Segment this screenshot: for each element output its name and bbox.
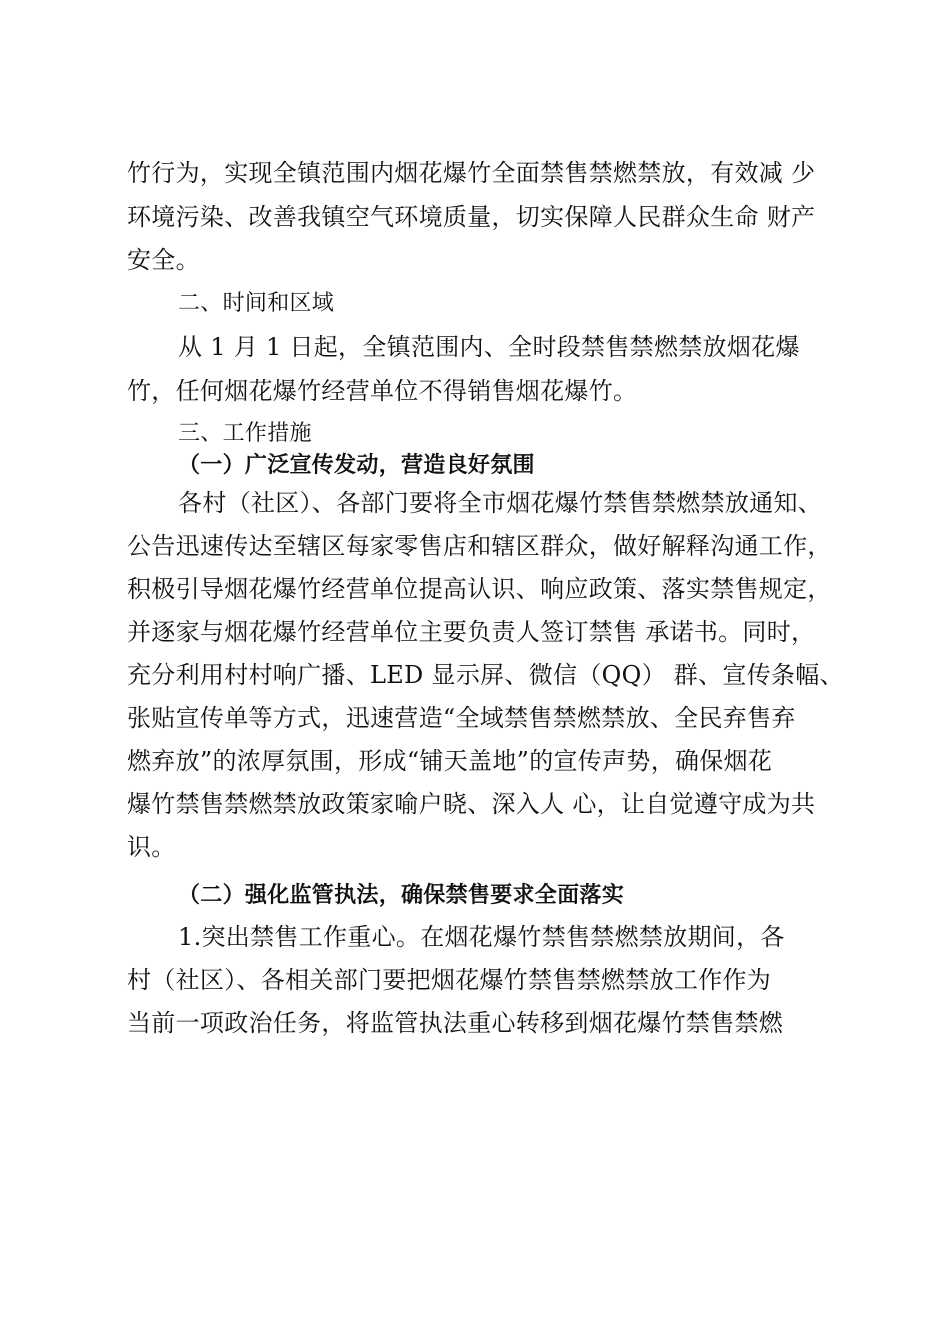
section-heading-measures: 三、工作措施 — [178, 421, 312, 446]
paragraph-line: 识。 — [127, 833, 176, 861]
section-heading-time-area: 二、时间和区域 — [178, 291, 335, 316]
paragraph-line: 各村（社区）、各部门要将全市烟花爆竹禁售禁燃禁放通知、 — [178, 489, 823, 517]
paragraph-line: 公告迅速传达至辖区每家零售店和辖区群众，做好解释沟通工作， — [127, 532, 832, 560]
paragraph-line: 竹行为，实现全镇范围内烟花爆竹全面禁售禁燃禁放，有效减 少 — [127, 159, 816, 187]
subsection-heading-enforcement: （二）强化监管执法，确保禁售要求全面落实 — [178, 883, 625, 908]
paragraph-line: 并逐家与烟花爆竹经营单位主要负责人签订禁售 承诺书。同时， — [127, 618, 816, 646]
paragraph-line: 从 1 月 1 日起，全镇范围内、全时段禁售禁燃禁放烟花爆 — [178, 333, 800, 361]
paragraph-line: 当前一项政治任务，将监管执法重心转移到烟花爆竹禁售禁燃 — [127, 1009, 784, 1037]
paragraph-line: 爆竹禁售禁燃禁放政策家喻户晓、深入人 心，让自觉遵守成为共 — [127, 790, 816, 818]
paragraph-line: 积极引导烟花爆竹经营单位提高认识、响应政策、落实禁售规定， — [127, 575, 832, 603]
paragraph-line: 竹，任何烟花爆竹经营单位不得销售烟花爆竹。 — [127, 377, 638, 405]
paragraph-line: 安全。 — [127, 246, 200, 274]
paragraph-line: 1.突出禁售工作重心。在烟花爆竹禁售禁燃禁放期间，各 — [178, 923, 785, 951]
subsection-heading-publicity: （一）广泛宣传发动，营造良好氛围 — [178, 453, 535, 478]
paragraph-line: 村（社区）、各相关部门要把烟花爆竹禁售禁燃禁放工作作为 — [127, 966, 772, 994]
paragraph-line: 充分利用村村响广播、LED 显示屏、微信（QQ） 群、宣传条幅、 — [127, 661, 844, 689]
paragraph-line: 燃弃放”的浓厚氛围，形成“铺天盖地”的宣传声势，确保烟花 — [127, 747, 773, 775]
paragraph-line: 张贴宣传单等方式，迅速营造“全域禁售禁燃禁放、全民弃售弃 — [127, 704, 796, 732]
paragraph-line: 环境污染、改善我镇空气环境质量，切实保障人民群众生命 财产 — [127, 203, 816, 231]
